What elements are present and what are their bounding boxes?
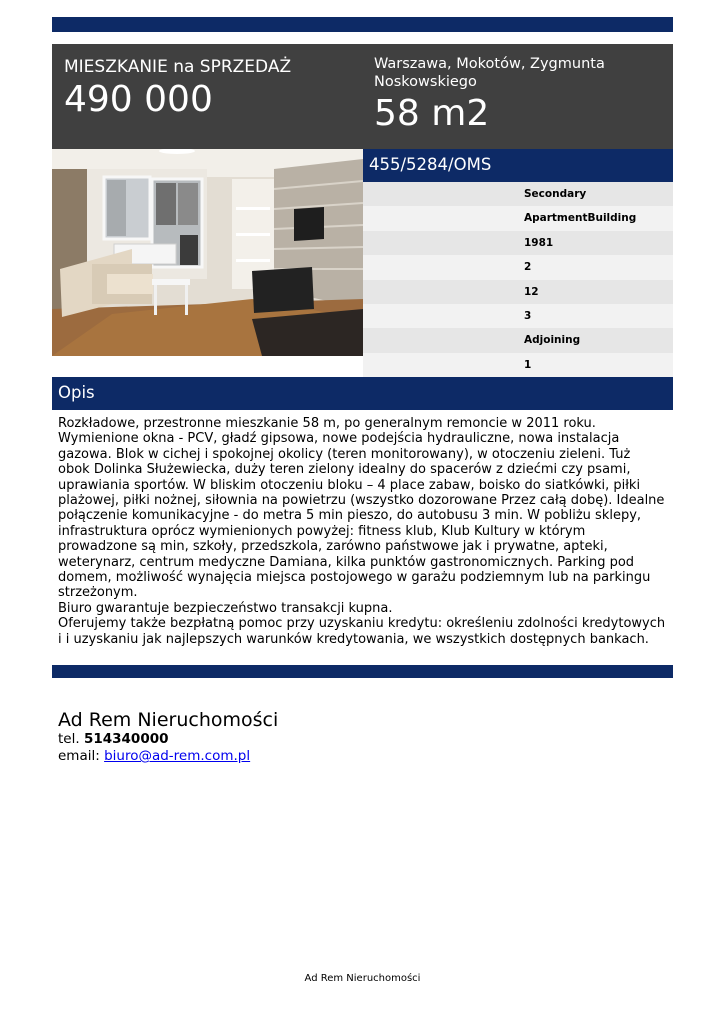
address: Warszawa, Mokotów, Zygmunta Noskowskiego	[374, 56, 605, 90]
attribute-row	[363, 328, 673, 352]
top-accent-bar	[52, 17, 673, 32]
listing-header	[52, 44, 673, 149]
email-label: email:	[58, 748, 100, 764]
listing-type: MIESZKANIE na SPRZEDAŻ	[64, 57, 292, 77]
description-header	[52, 377, 673, 410]
attribute-row	[363, 255, 673, 279]
area: 58 m2	[374, 93, 490, 134]
attribute-row	[363, 231, 673, 255]
attribute-row	[363, 182, 673, 206]
email-line	[58, 748, 250, 765]
phone-number: 514340000	[83, 731, 169, 747]
attribute-value: ApartmentBuilding	[524, 212, 637, 225]
location-block	[374, 55, 664, 134]
reference-number: 455/5284/OMS	[369, 155, 492, 174]
attribute-row	[363, 280, 673, 304]
footer-text: Ad Rem Nieruchomości	[304, 973, 421, 984]
attribute-row	[363, 353, 673, 377]
attribute-value: Secondary	[524, 188, 587, 200]
phone-line	[58, 731, 169, 748]
attribute-value: 1981	[524, 236, 554, 249]
attribute-value: Adjoining	[524, 334, 581, 347]
agency-name: Ad Rem Nieruchomości	[58, 709, 279, 731]
reference-bar	[363, 149, 673, 182]
attribute-value: 3	[524, 309, 532, 322]
attribute-value: 12	[524, 285, 539, 298]
bottom-accent-bar	[52, 665, 673, 678]
attribute-row	[363, 304, 673, 328]
price: 490 000	[64, 79, 213, 120]
description-text: Rozkładowe, przestronne mieszkanie 58 m, po generalnym remoncie w 2011 roku. Wymienione okna - PCV, gładź gipsowa, nowe podejścia hydrauliczne, nowa instalacja gazowa. Blok w cichej i spokojnej okolicy (teren monitorowany), w otoczeniu zieleni. Tuż obok Dolinka Służewiecka, duży teren zielony idealny do spacerów z dziećmi czy psami, uprawiania sportów. W bliskim otoczeniu bloku – 4 place zabaw, boisko do siatkówki, piłki plażowej, piłki nożnej, siłownia na powietrzu (wszystko dozorowane Przez całą dobę). Idealne połączenie komunikacyjne - do metra 5 min pieszo, do autobusu 3 min. W pobliżu sklepy, infrastruktura oprócz wymienionych powyżej: fitness klub, Klub Kultury w którym prowadzone są min, szkoły, przedszkola, zarówno państwowe jak i prywatne, apteki, weterynarz, centrum medyczne Damiana, kilka punktów gastronomicznych. Parking pod domem, możliwość wynajęcia miejsca postojowego w garażu podziemnym lub na parkingu strzeżonym. Biuro gwarantuje bezpieczeństwo transakcji kupna. Oferujemy także bezpłatną pomoc przy uzyskaniu kredytu: określeniu zdolności kredytowych i i uzyskaniu jak najlepszych warunków kredytowania, we wszystkich dostępnych bankach.	[58, 416, 666, 647]
apartment-photo	[52, 149, 363, 356]
price-block	[64, 56, 360, 120]
attribute-row	[363, 206, 673, 230]
attributes-table	[363, 182, 673, 377]
attribute-value: 2	[524, 261, 532, 274]
phone-label: tel.	[58, 731, 80, 747]
email-link[interactable]: biuro@ad-rem.com.pl	[104, 748, 251, 764]
description-title: Opis	[58, 383, 95, 402]
attribute-value: 1	[524, 358, 532, 371]
